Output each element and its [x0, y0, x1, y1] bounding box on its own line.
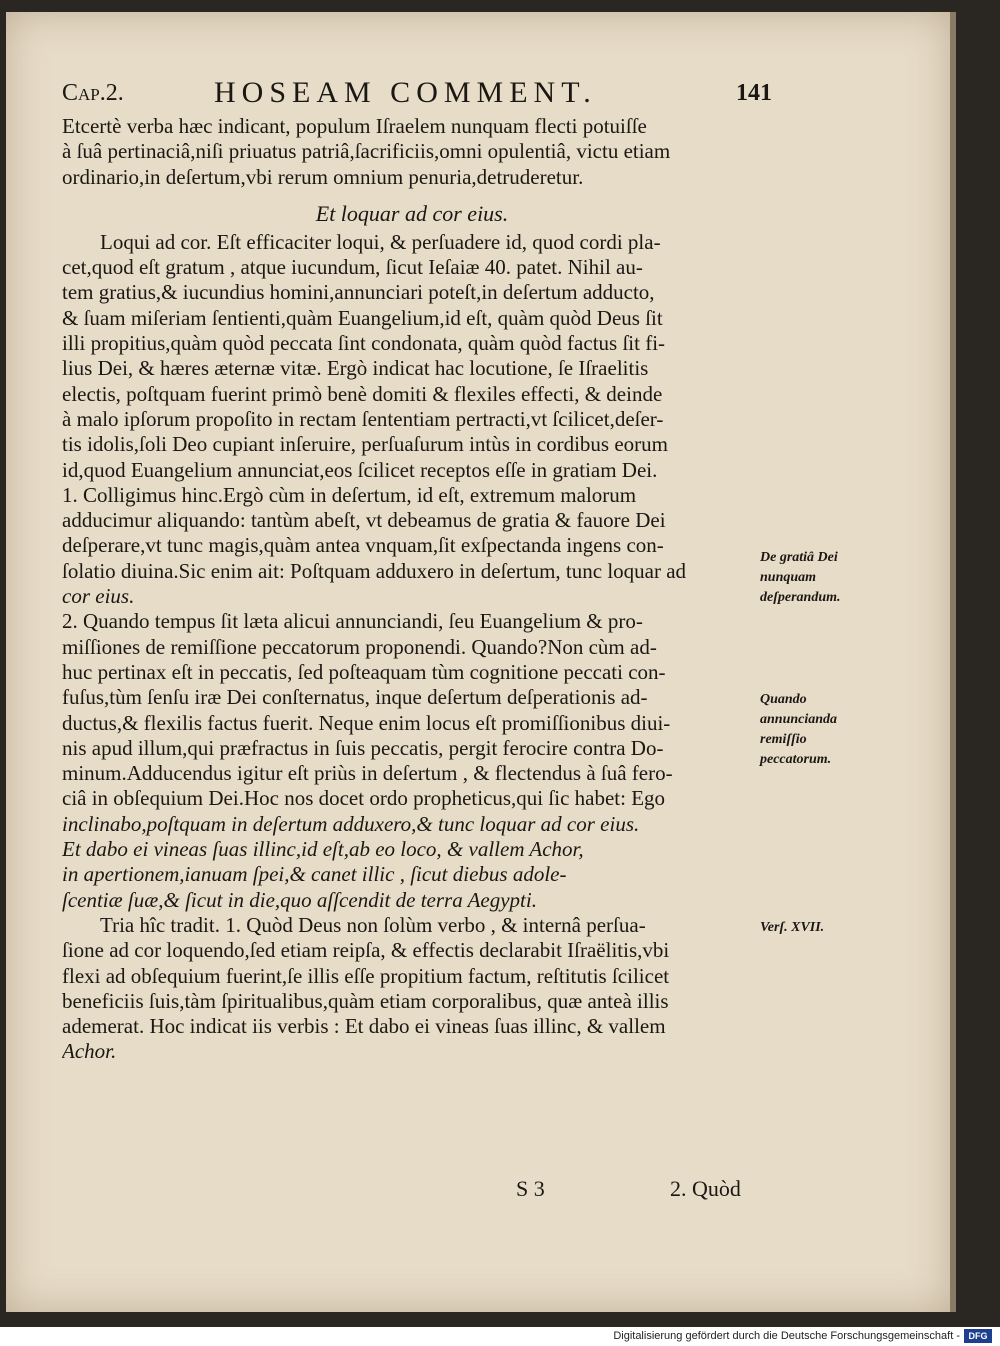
text-line: cor eius. [62, 584, 135, 609]
text-line: ductus,& flexilis factus fuerit. Neque enim locus eſt promiſſionibus diui- [62, 710, 671, 735]
margin-note-gratia: De gratiâ Dei nunquam deſperandum. [760, 550, 841, 605]
page-edge [950, 12, 956, 1312]
text-line: à malo ipſorum propoſito in rectam ſententiam pertracti,vt ſcilicet,deſer- [62, 406, 664, 431]
text-line: Tria hîc tradit. 1. Quòd Deus non ſolùm verbo , & internâ perſua- [100, 912, 646, 937]
text-line: huc pertinax eſt in peccatis, ſed poſteaquam tùm cognitione peccati con- [62, 659, 666, 684]
text-line: Loqui ad cor. Eſt efficaciter loqui, & perſuadere id, quod cordi pla- [100, 229, 661, 254]
section-heading: Et loquar ad cor eius. [315, 200, 509, 226]
text-line: inclinabo,poſtquam in deſertum adduxero,& tunc loquar ad cor eius. [62, 811, 640, 836]
text-line: nis apud illum,qui præfractus in ſuis peccatis, pergit ferocire contra Do- [62, 735, 664, 760]
text-line: 1. Colligimus hinc.Ergò cùm in deſertum, id eſt, extremum malorum [62, 482, 637, 507]
signature-mark: S 3 [516, 1176, 545, 1201]
text-line: adducimur aliquando: tantùm abeſt, vt debeamus de gratia & fauore Dei [62, 508, 666, 533]
funding-credit: Digitalisierung gefördert durch die Deutsche Forschungsgemeinschaft - [613, 1330, 960, 1342]
text-line: ſolatio diuina.Sic enim ait: Poſtquam adduxero in deſertum, tunc loquar ad [62, 558, 687, 583]
text-line: & ſuam miſeriam ſentienti,quàm Euangelium,id eſt, quàm quòd Deus ſit [62, 305, 663, 330]
text-line: flexi ad obſequium fuerint,ſe illis eſſe propitium factum, reſtitutis ſcilicet [62, 963, 670, 988]
text-line: fuſus,tùm ſenſu iræ Dei conſternatus, inque deſertum deſperationis ad- [62, 685, 648, 710]
text-line: Etcertè verba hæc indicant, populum Iſraelem nunquam flecti potuiſſe [62, 114, 647, 138]
running-head [62, 76, 772, 110]
footer-bar [0, 1327, 1000, 1346]
text-line: ſcentiæ ſuæ,& ſicut in die,quo aſſcendit de terra Aegypti. [62, 887, 537, 912]
dfg-logo: DFG [964, 1329, 992, 1343]
page-number: 141 [736, 80, 772, 106]
text-line: beneficiis ſuis,tàm ſpiritualibus,quàm etiam corporalibus, quæ anteà illis [62, 988, 669, 1013]
margin-note-verse: Verſ. XVII. [760, 920, 825, 935]
text-line: electis, poſtquam fuerint primò benè domiti & flexiles effecti, & deinde [62, 381, 663, 406]
body-text [62, 114, 762, 1065]
catchword: 2. Quòd [670, 1176, 741, 1201]
text-line: ciâ in obſequium Dei.Hoc nos docet ordo propheticus,qui ſic habet: Ego [62, 786, 666, 811]
book-title: HOSEAM COMMENT. [214, 76, 597, 109]
text-line: 2. Quando tempus ſit læta alicui annunciandi, ſeu Euangelium & pro- [62, 609, 643, 634]
text-line: Et dabo ei vineas ſuas illinc,id eſt,ab eo loco, & vallem Achor, [62, 837, 584, 862]
text-line: deſperare,vt tunc magis,quàm antea vnquam,ſit exſpectanda ingens con- [62, 533, 664, 558]
text-line: illi propitius,quàm quòd peccata ſint condonata, quàm quòd factus ſit fi- [62, 331, 666, 356]
text-line: miſſiones de remiſſione peccatorum proponendi. Quando?Non cùm ad- [62, 634, 657, 659]
text-line: lius Dei, & hæres æternæ vitæ. Ergò indicat hac locutione, ſe Iſraelitis [62, 356, 649, 381]
text-line: tis idolis,ſoli Deo cupiant inſeruire, perſuaſurum intùs in cordibus eorum [62, 432, 668, 457]
text-line: cet,quod eſt gratum , atque iucundum, ſicut Iеſaiæ 40. patet. Nihil au- [62, 255, 643, 280]
text-line: à ſuâ pertinaciâ,niſi priuatus patriâ,ſacrificiis,omni opulentiâ, victu etiam [62, 139, 671, 164]
chapter-label: Cap.2. [62, 80, 124, 106]
text-line: ademerat. Hoc indicat iis verbis : Et dabo ei vineas ſuas illinc, & vallem [62, 1014, 666, 1039]
text-line: ſione ad cor loquendo,ſed etiam reipſa, & effectis declarabit Iſraëlitis,vbi [62, 938, 670, 963]
text-line: minum.Adducendus igitur eſt priùs in deſertum , & flectendus à ſuâ fero- [62, 761, 673, 786]
margin-note-quando: Quando annuncianda remiſſio peccatorum. [760, 692, 838, 767]
text-line: Achor. [62, 1039, 117, 1064]
text-line: in apertionem,ianuam ſpei,& canet illic , ſicut diebus adole- [62, 862, 567, 887]
text-line: tem gratius,& iucundius homini,annunciari poteſt,in deſertum adducto, [62, 280, 655, 305]
text-line: id,quod Euangelium annunciat,eos ſcilicet receptos eſſe in gratiam Dei. [62, 457, 658, 482]
text-line: ordinario,in deſertum,vbi rerum omnium penuria,detruderetur. [62, 164, 584, 189]
